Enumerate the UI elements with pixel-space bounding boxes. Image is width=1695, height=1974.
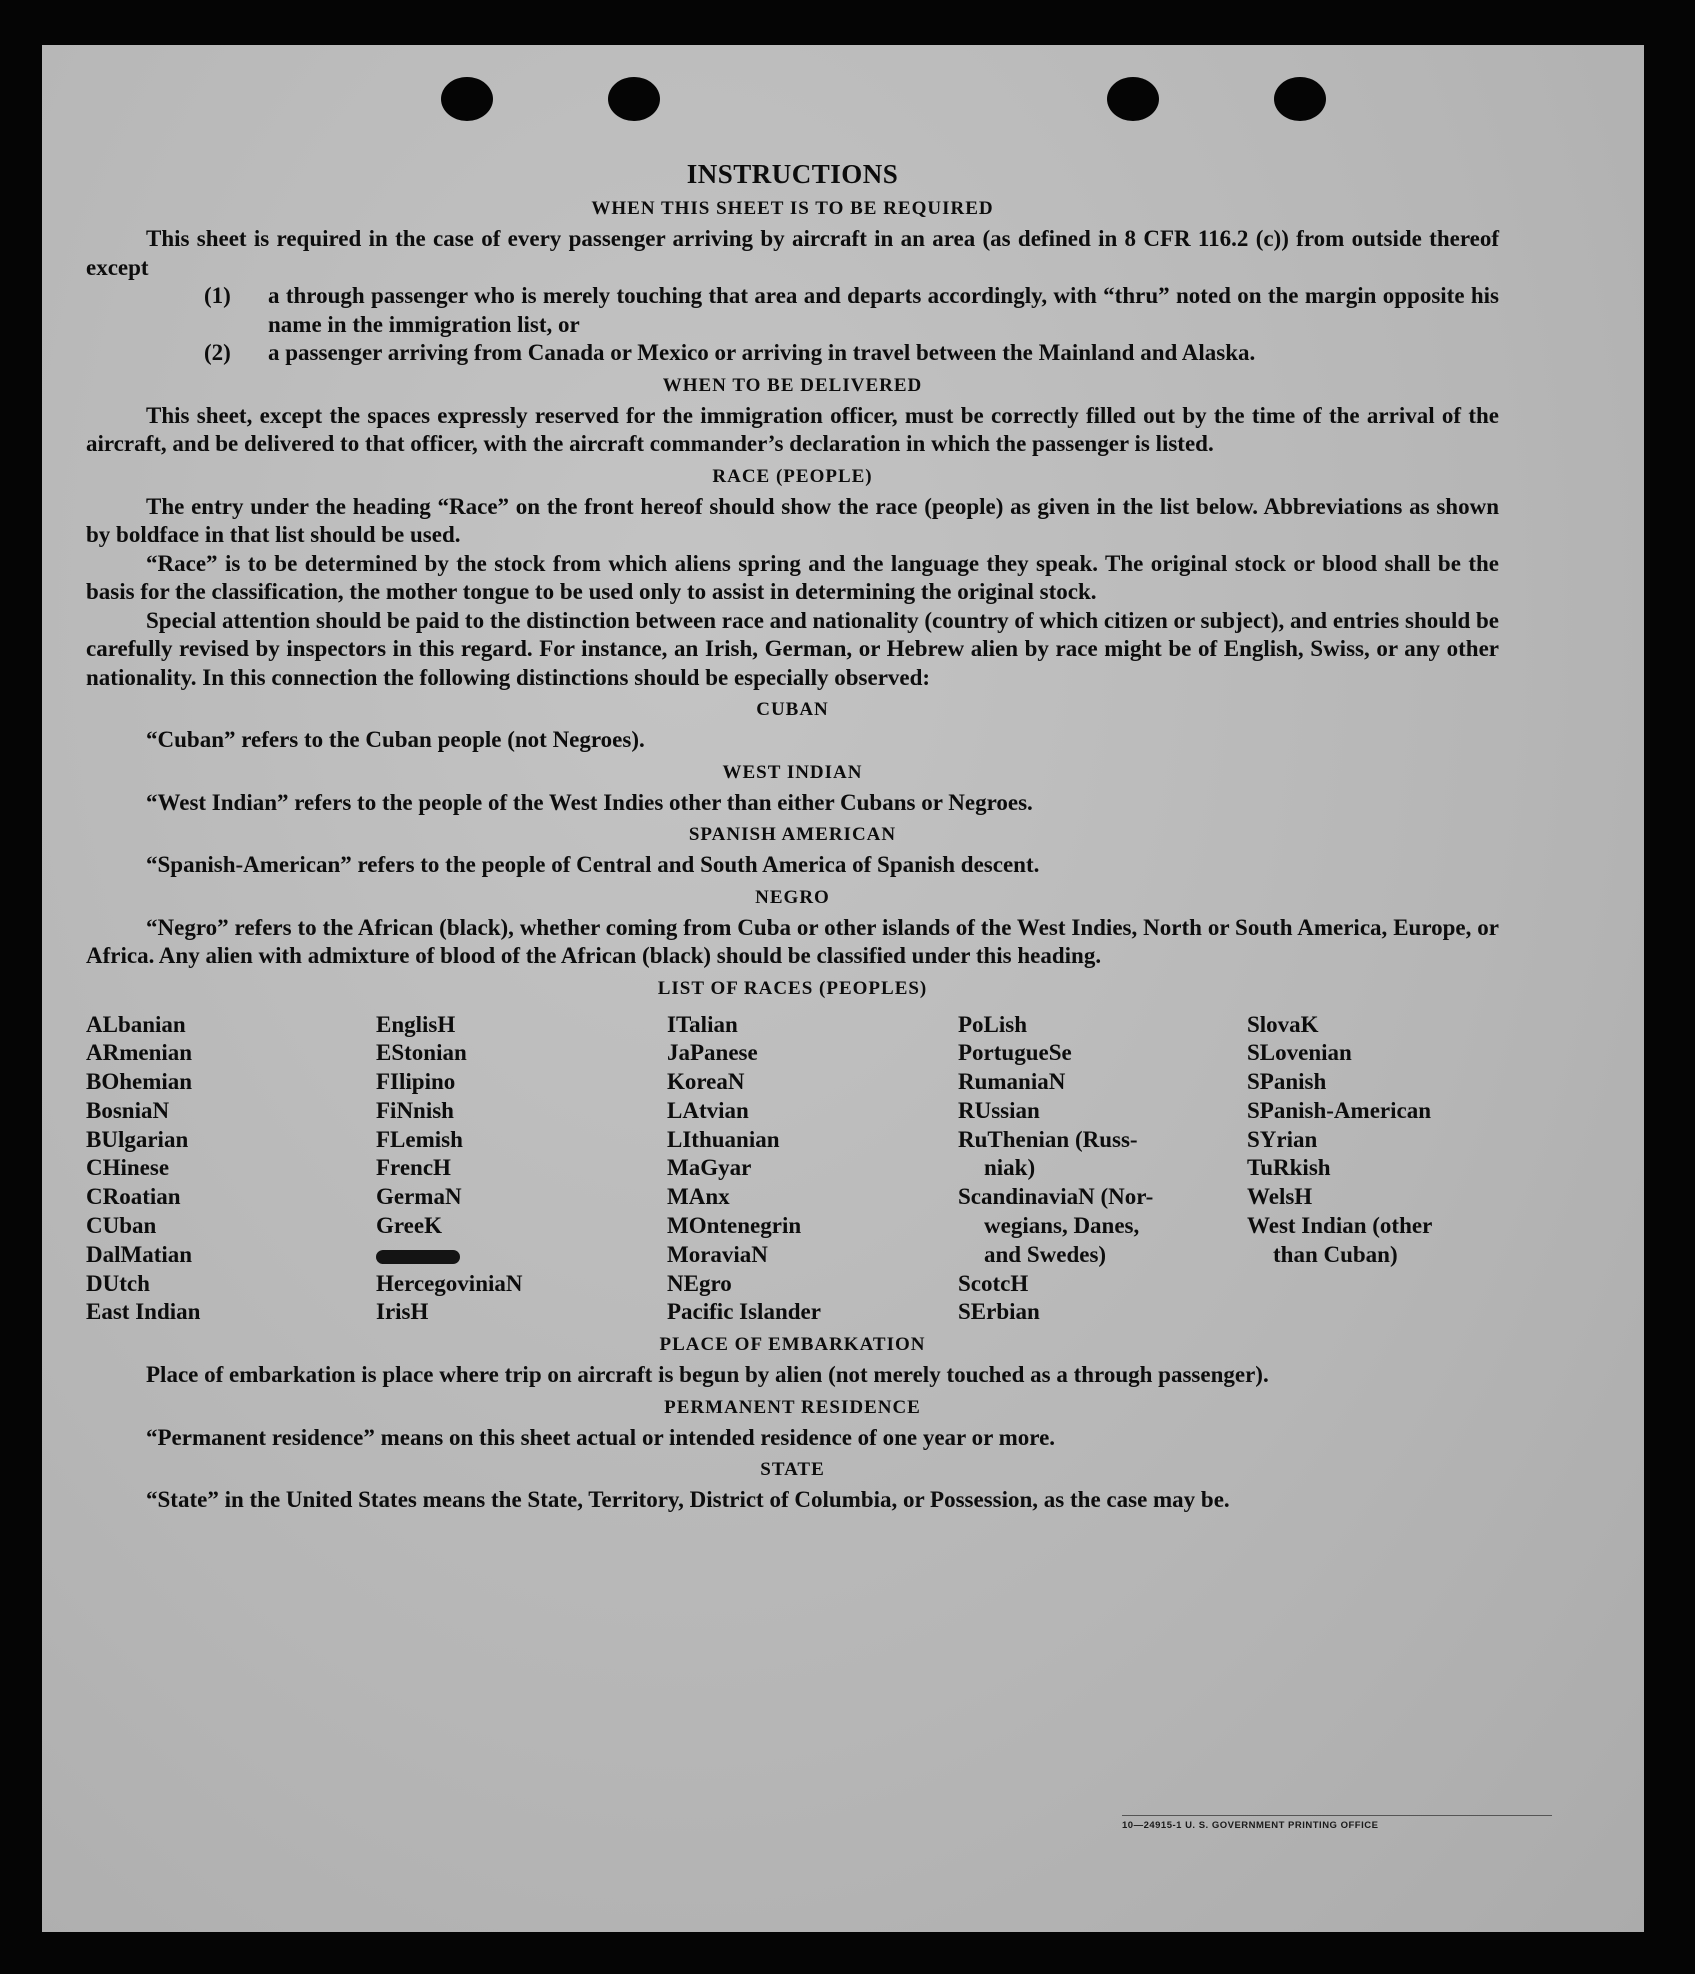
race-entry: BUlgarian	[86, 1126, 189, 1152]
punch-hole	[1274, 77, 1326, 121]
race-entry: JaPanese	[667, 1040, 758, 1066]
ink-redaction	[376, 1250, 460, 1264]
race-entry: PoLish	[958, 1011, 1028, 1037]
race-entry: ScandinaviaN (Nor-	[958, 1184, 1154, 1210]
section-heading-negro: NEGRO	[755, 886, 830, 908]
race-entry: FrencH	[376, 1155, 451, 1181]
race-entry: MaGyar	[667, 1155, 752, 1181]
race-entry: SYrian	[1247, 1126, 1318, 1152]
negro-text: “Negro” refers to the African (black), whether coming from Cuba or other islands of the West Indies, North or South America, Europe, or Africa. Any alien with admixture of blood of the African (black) should be classified under this heading.	[86, 914, 1499, 968]
embarkation-text: Place of embarkation is place where trip on aircraft is begun by alien (not merely touched as a through passenger).	[146, 1362, 1269, 1388]
redacted-entry	[376, 1241, 667, 1270]
race-entry: CUban	[86, 1213, 157, 1239]
race-entry: IrisH	[376, 1299, 429, 1325]
race-entry: EnglisH	[376, 1011, 456, 1037]
race-entry: LAtvian	[667, 1097, 749, 1123]
race-entry: ITalian	[667, 1011, 738, 1037]
race-entry: RuThenian (Russ-	[958, 1126, 1138, 1152]
instructions-content	[86, 157, 1499, 1515]
race-entry: SPanish-American	[1247, 1097, 1431, 1123]
race-entry: SPanish	[1247, 1069, 1327, 1095]
race-entry: MoraviaN	[667, 1241, 768, 1267]
race-entry: TuRkish	[1247, 1155, 1331, 1181]
races-column	[376, 1011, 667, 1328]
section-heading-required: WHEN THIS SHEET IS TO BE REQUIRED	[591, 198, 994, 219]
race-entry: ALbanian	[86, 1011, 186, 1037]
races-column	[667, 1011, 958, 1328]
exception-item	[86, 339, 1499, 368]
race-entry: East Indian	[86, 1299, 201, 1325]
delivered-text: This sheet, except the spaces expressly reserved for the immigration officer, must be correctly filled out by the time of the arrival of the aircraft, and be delivered to that officer, with the aircraft commander’s declaration in which the passenger is listed.	[86, 402, 1499, 456]
race-entry: PortugueSe	[958, 1040, 1072, 1066]
races-column	[958, 1011, 1247, 1328]
race-entry-continuation: and Swedes)	[984, 1241, 1107, 1267]
exception-number: (1)	[204, 283, 231, 308]
race-entry: BOhemian	[86, 1069, 193, 1095]
race-entry-continuation: niak)	[984, 1155, 1036, 1181]
race-entry: CRoatian	[86, 1184, 181, 1210]
section-heading-list: LIST OF RACES (PEOPLES)	[657, 977, 928, 999]
race-entry: NEgro	[667, 1270, 732, 1296]
race-paragraph-1: The entry under the heading “Race” on the front hereof should show the race (people) as given in the list below. Abbreviations as shown by boldface in that list should be used.	[86, 493, 1499, 547]
section-heading-race: RACE (PEOPLE)	[712, 465, 873, 487]
section-heading-embarkation: PLACE OF EMBARKATION	[659, 1334, 926, 1356]
section-heading-delivered: WHEN TO BE DELIVERED	[662, 374, 923, 396]
race-entry: DalMatian	[86, 1241, 193, 1267]
race-entry: RumaniaN	[958, 1069, 1066, 1095]
race-entry: EStonian	[376, 1040, 467, 1066]
race-entry: HercegoviniaN	[376, 1270, 523, 1296]
exception-number: (2)	[204, 340, 231, 365]
spanish-american-text: “Spanish-American” refers to the people of Central and South America of Spanish descent.	[146, 852, 1040, 877]
state-text: “State” in the United States means the State, Territory, District of Columbia, or Possession, as the case may be.	[146, 1487, 1230, 1513]
race-entry: FLemish	[376, 1126, 463, 1152]
races-column	[1247, 1011, 1497, 1328]
document-sheet	[42, 45, 1644, 1932]
printer-imprint: 10—24915-1 U. S. GOVERNMENT PRINTING OFFICE	[1122, 1820, 1379, 1831]
exception-text: a passenger arriving from Canada or Mexico or arriving in travel between the Mainland and Alaska.	[268, 340, 1256, 365]
races-list	[86, 1011, 1499, 1328]
exception-item	[86, 282, 1499, 339]
section-heading-residence: PERMANENT RESIDENCE	[664, 1396, 921, 1418]
race-entry: RUssian	[958, 1097, 1040, 1123]
race-entry-continuation: than Cuban)	[1273, 1241, 1398, 1267]
race-paragraph-2: “Race” is to be determined by the stock from which aliens spring and the language they speak. The original stock or blood shall be the basis for the classification, the mother tongue to be used only to assist in determining the original stock.	[86, 550, 1499, 604]
race-entry: LIthuanian	[667, 1126, 780, 1152]
race-entry: Pacific Islander	[667, 1299, 821, 1325]
race-entry: ScotcH	[958, 1270, 1029, 1296]
required-intro: This sheet is required in the case of every passenger arriving by aircraft in an area (as defined in 8 CFR 116.2 (c)) from outside thereof except	[86, 226, 1499, 280]
race-entry: SlovaK	[1247, 1011, 1319, 1037]
punch-hole	[441, 77, 493, 121]
race-entry: MAnx	[667, 1184, 730, 1210]
west-indian-text: “West Indian” refers to the people of the West Indies other than either Cubans or Negroes.	[146, 789, 1033, 815]
residence-text: “Permanent residence” means on this sheet actual or intended residence of one year or more.	[146, 1424, 1056, 1450]
exception-text: a through passenger who is merely touching that area and departs accordingly, with “thru” noted on the margin opposite his name in the immigration list, or	[268, 283, 1499, 337]
punch-hole	[608, 77, 660, 121]
race-entry: ARmenian	[86, 1040, 193, 1066]
race-entry: MOntenegrin	[667, 1213, 802, 1239]
race-entry: WelsH	[1247, 1184, 1313, 1210]
race-entry: KoreaN	[667, 1069, 745, 1095]
races-column	[86, 1011, 376, 1328]
section-heading-cuban: CUBAN	[756, 699, 829, 720]
race-entry: FiNnish	[376, 1097, 454, 1123]
race-entry: SLovenian	[1247, 1040, 1352, 1066]
section-heading-west-indian: WEST INDIAN	[722, 761, 863, 783]
race-entry-continuation: wegians, Danes,	[984, 1213, 1140, 1239]
cuban-text: “Cuban” refers to the Cuban people (not Negroes).	[146, 727, 645, 752]
race-entry: BosniaN	[86, 1097, 170, 1123]
footer-rule	[1122, 1815, 1552, 1816]
race-entry: GermaN	[376, 1184, 462, 1210]
page-title: INSTRUCTIONS	[686, 159, 899, 189]
race-entry: West Indian (other	[1247, 1213, 1433, 1239]
race-entry: FIlipino	[376, 1069, 456, 1095]
race-entry: DUtch	[86, 1270, 150, 1296]
section-heading-spanish-american: SPANISH AMERICAN	[688, 824, 897, 845]
section-heading-state: STATE	[760, 1459, 825, 1481]
race-entry: SErbian	[958, 1299, 1040, 1325]
punch-hole	[1107, 77, 1159, 121]
race-entry: CHinese	[86, 1155, 170, 1181]
race-entry: GreeK	[376, 1213, 442, 1239]
race-paragraph-3: Special attention should be paid to the distinction between race and nationality (country of which citizen or subject), and entries should be carefully revised by inspectors in this regard. For instance, an Irish, German, or Hebrew alien by race might be of English, Swiss, or any other nationality. In this connection the following distinctions should be especially observed:	[86, 607, 1499, 690]
